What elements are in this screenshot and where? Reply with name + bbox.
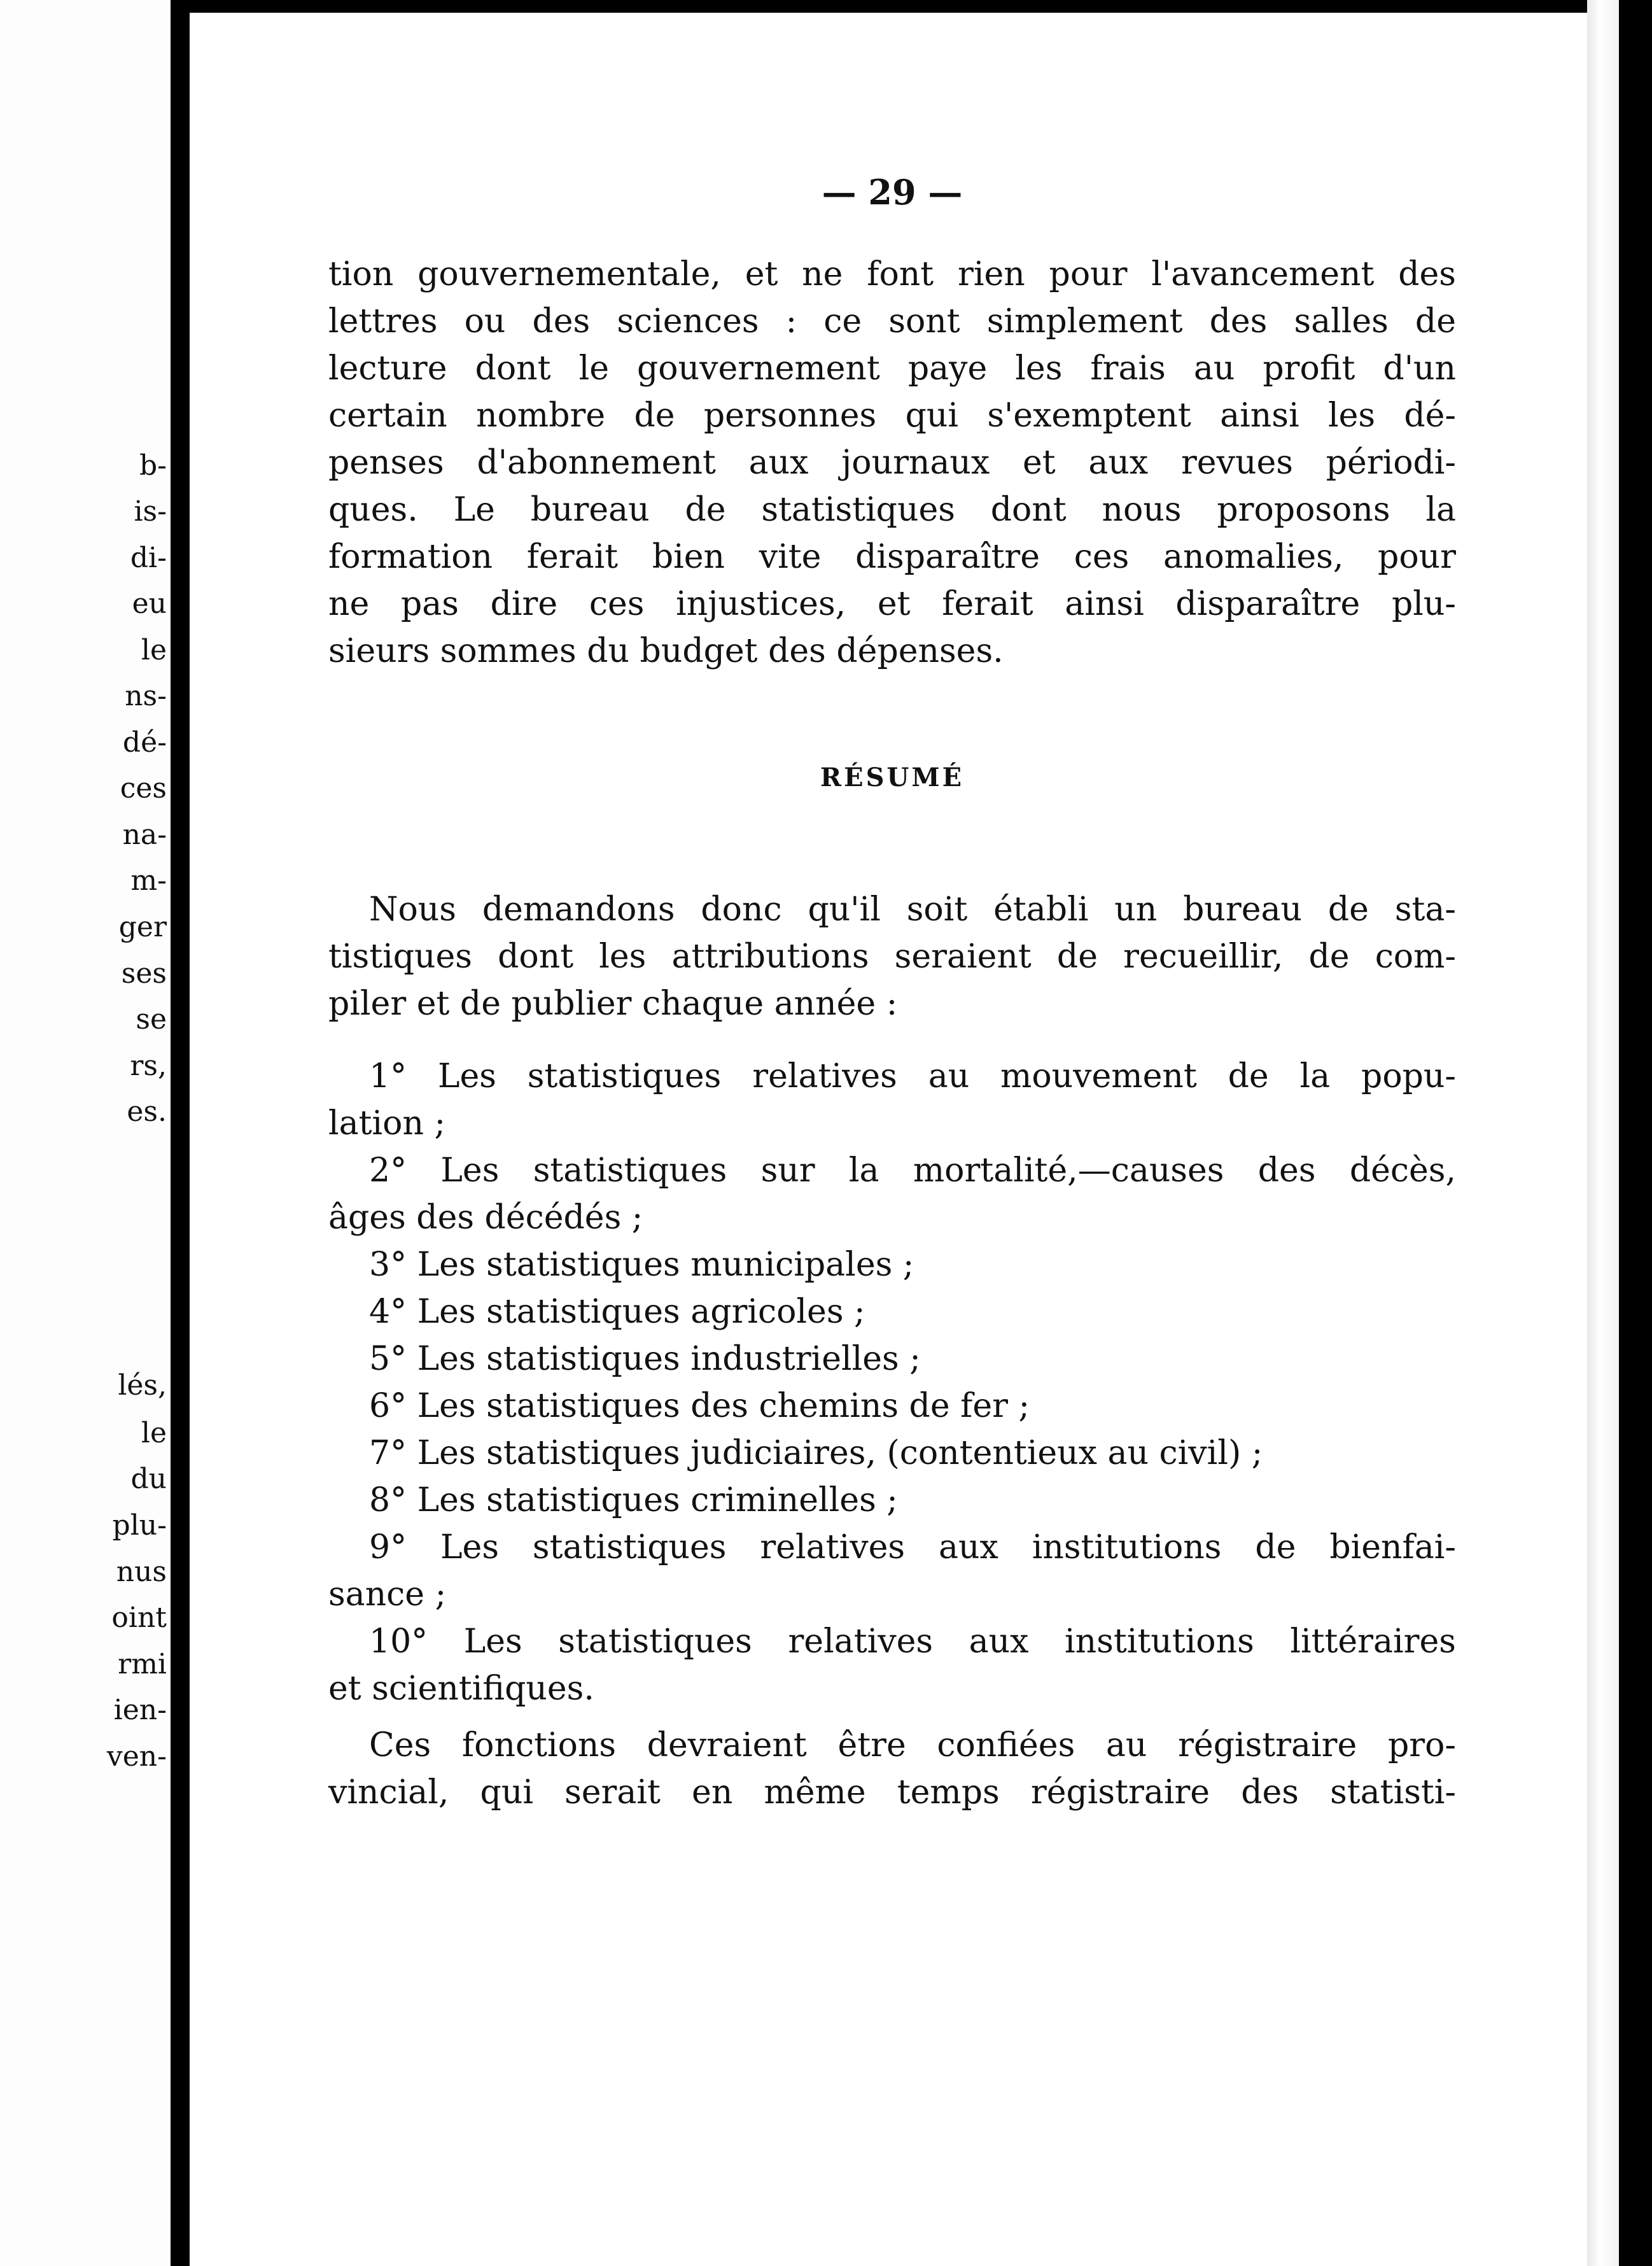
text-line: sieurs sommes du budget des dépenses.	[328, 632, 1004, 670]
left-page-fragment: ger	[118, 911, 167, 943]
text-line: Nous demandons donc qu'il soit établi un bureau de sta-	[369, 890, 1456, 929]
left-page-fragment: rmi	[118, 1648, 167, 1680]
left-page-fragment: le	[141, 634, 167, 666]
left-page-fragment: m-	[130, 864, 167, 897]
list-item: 4° Les statistiques agricoles ;	[369, 1293, 865, 1331]
left-page-fragment: b-	[139, 449, 167, 482]
text-line: ques. Le bureau de statistiques dont nous proposons la	[328, 491, 1456, 529]
left-page-fragment: es.	[127, 1095, 167, 1128]
section-heading: RÉSUMÉ	[820, 763, 965, 792]
list-item-continuation: âges des décédés ;	[328, 1199, 643, 1237]
left-page-fragment: ien-	[113, 1694, 167, 1726]
left-page-fragment: ns-	[125, 680, 167, 712]
list-item-continuation: et scientifiques.	[328, 1670, 594, 1708]
list-item: 1° Les statistiques relatives au mouvement de la popu-	[369, 1057, 1456, 1095]
list-item-continuation: sance ;	[328, 1575, 447, 1614]
list-item-continuation: lation ;	[328, 1104, 446, 1143]
left-page-fragment: plu-	[112, 1509, 167, 1542]
left-page-fragment: rs,	[130, 1050, 167, 1082]
left-page-fragment: dé-	[122, 726, 167, 759]
left-page-fragment: du	[130, 1463, 167, 1495]
left-page-fragment: ces	[120, 772, 167, 805]
text-line: formation ferait bien vite disparaître ces anomalies, pour	[328, 538, 1456, 576]
text-line: Ces fonctions devraient être confiées au régistraire pro-	[369, 1726, 1456, 1764]
left-page-fragment: di-	[130, 542, 167, 574]
left-page-fragment: na-	[122, 819, 167, 851]
list-item: 5° Les statistiques industrielles ;	[369, 1340, 921, 1378]
text-line: lettres ou des sciences : ce sont simplement des salles de	[328, 302, 1456, 341]
page-number: — 29 —	[822, 172, 963, 213]
text-line: piler et de publier chaque année :	[328, 985, 898, 1023]
text-line: certain nombre de personnes qui s'exemptent ainsi les dé-	[328, 397, 1456, 435]
left-page-fragment: ses	[121, 957, 167, 990]
page-edge-right	[1587, 0, 1619, 2266]
left-page-fragment: le	[141, 1417, 167, 1449]
list-item: 10° Les statistiques relatives aux institutions littéraires	[369, 1622, 1456, 1661]
list-item: 9° Les statistiques relatives aux institutions de bienfai-	[369, 1528, 1456, 1566]
left-page-fragment: is-	[134, 495, 167, 528]
text-line: tion gouvernementale, et ne font rien pour l'avancement des	[328, 255, 1456, 293]
left-page-fragment: nus	[116, 1556, 167, 1588]
text-line: vincial, qui serait en même temps régistraire des statisti-	[328, 1773, 1456, 1812]
list-item: 3° Les statistiques municipales ;	[369, 1246, 914, 1284]
left-page-fragment: lés,	[118, 1369, 167, 1402]
left-page-edge	[0, 0, 171, 2266]
left-page-fragment: se	[136, 1003, 167, 1036]
list-item: 8° Les statistiques criminelles ;	[369, 1481, 898, 1519]
scan-border-right	[1619, 0, 1652, 2266]
list-item: 7° Les statistiques judiciaires, (contentieux au civil) ;	[369, 1434, 1263, 1472]
main-page	[190, 13, 1587, 2266]
left-page-fragment: eu	[132, 588, 167, 620]
list-item: 6° Les statistiques des chemins de fer ;	[369, 1387, 1030, 1425]
book-gutter	[171, 0, 190, 2266]
list-item: 2° Les statistiques sur la mortalité,—causes des décès,	[369, 1151, 1456, 1190]
text-line: penses d'abonnement aux journaux et aux revues périodi-	[328, 444, 1456, 482]
left-page-fragment: oint	[111, 1601, 167, 1634]
text-line: tistiques dont les attributions seraient de recueillir, de com-	[328, 938, 1456, 976]
text-line: lecture dont le gouvernement paye les frais au profit d'un	[328, 349, 1456, 388]
text-line: ne pas dire ces injustices, et ferait ainsi disparaître plu-	[328, 585, 1456, 623]
left-page-fragment: ven-	[106, 1740, 167, 1773]
